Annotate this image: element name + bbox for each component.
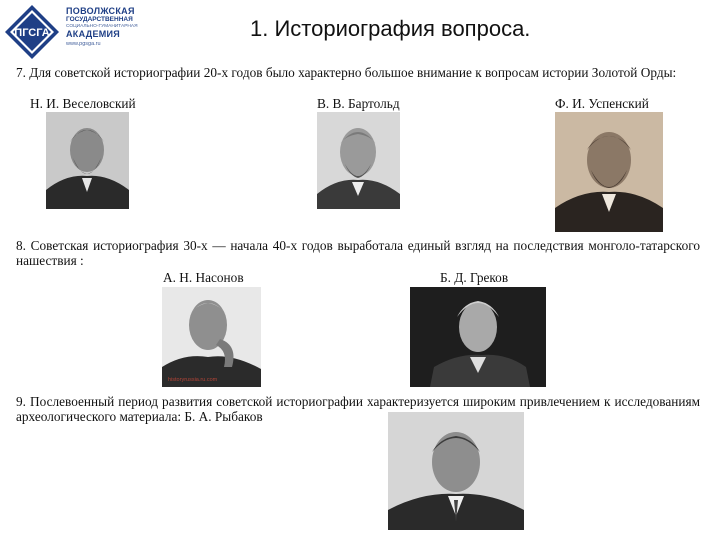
- portrait-grekov: [410, 287, 546, 387]
- portrait-uspensky: [555, 112, 663, 232]
- name-grekov: Б. Д. Греков: [440, 270, 509, 285]
- academy-logo: [4, 4, 140, 60]
- name-nasonov: А. Н. Насонов: [163, 270, 244, 285]
- svg-text:ПГСГА: ПГСГА: [14, 27, 50, 39]
- photo-watermark: historyrussia.ru.com: [168, 377, 218, 383]
- name-bartold: В. В. Бартольд: [317, 96, 400, 111]
- academy-emblem-icon: [4, 4, 60, 60]
- section-8-text: 8. Советская историография 30-х — начала 40-х годов выработала единый взгляд на последствия монголо-татарского нашествия :: [16, 238, 700, 268]
- portrait-nasonov: [162, 287, 261, 387]
- name-veselovsky: Н. И. Веселовский: [30, 96, 136, 111]
- logo-line-2: ГОСУДАРСТВЕННАЯ: [66, 16, 133, 23]
- section-9-text: 9. Послевоенный период развития советской историографии характеризуется широким привлечением к исследованиям археологического материала: Б. А. Рыбаков: [16, 394, 700, 424]
- section-7-text: 7. Для советской историографии 20-х годов было характерно большое внимание к вопросам истории Золотой Орды:: [16, 65, 677, 80]
- logo-line-4: АКАДЕМИЯ: [66, 29, 121, 40]
- portrait-veselovsky: [46, 112, 129, 209]
- portrait-rybakov: [388, 412, 524, 530]
- logo-line-3: СОЦИАЛЬНО-ГУМАНИТАРНАЯ: [66, 23, 138, 29]
- logo-line-1: ПОВОЛЖСКАЯ: [66, 6, 135, 16]
- slide-title: 1. Историография вопроса.: [250, 16, 531, 41]
- logo-website: www.pgsga.ru: [66, 41, 101, 48]
- name-uspensky: Ф. И. Успенский: [555, 96, 649, 111]
- portrait-bartold: [317, 112, 400, 209]
